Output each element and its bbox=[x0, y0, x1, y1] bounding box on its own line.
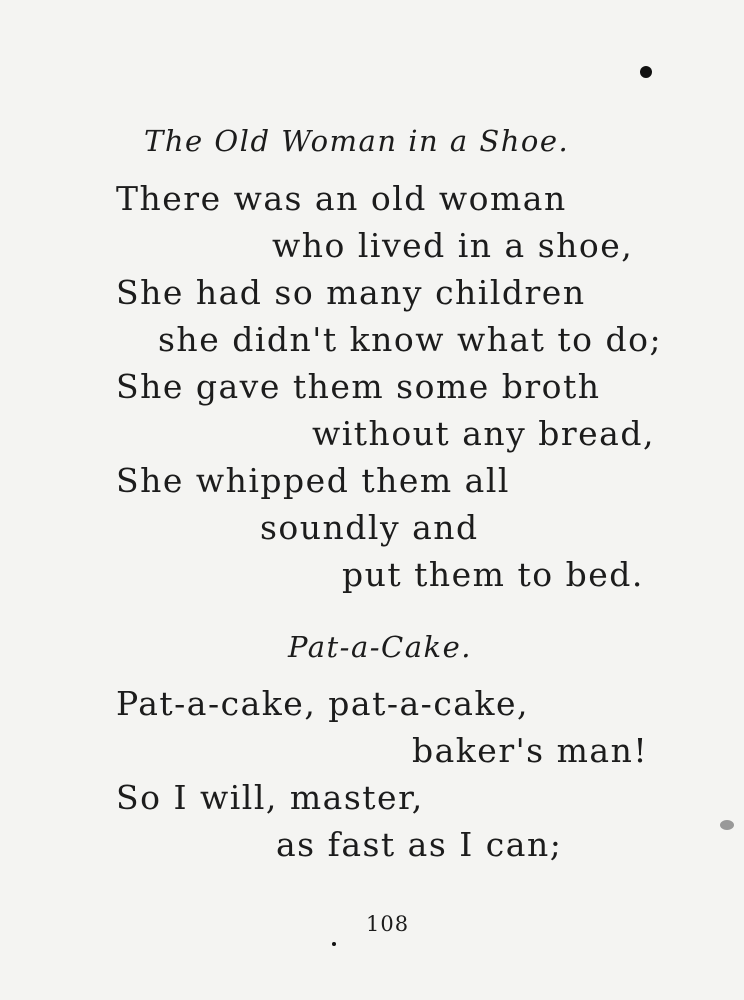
ink-speck bbox=[640, 66, 652, 78]
poem-title-pat-a-cake: Pat-a-Cake. bbox=[288, 630, 472, 664]
poem-line: she didn't know what to do; bbox=[158, 320, 663, 359]
poem-line: So I will, master, bbox=[116, 778, 424, 817]
poem-line: put them to bed. bbox=[342, 555, 644, 594]
poem-line: as fast as I can; bbox=[276, 825, 563, 864]
poem-line: Pat-a-cake, pat-a-cake, bbox=[116, 684, 530, 723]
ink-speck bbox=[332, 942, 336, 946]
poem-line: She whipped them all bbox=[116, 461, 510, 500]
poem-line: She gave them some broth bbox=[116, 367, 601, 406]
ink-speck bbox=[720, 820, 734, 830]
poem-line: There was an old woman bbox=[116, 179, 567, 218]
poem-line: soundly and bbox=[260, 508, 479, 547]
poem-line: who lived in a shoe, bbox=[272, 226, 634, 265]
poem-title-old-woman: The Old Woman in a Shoe. bbox=[144, 124, 570, 158]
poem-line: She had so many children bbox=[116, 273, 586, 312]
poem-line: baker's man! bbox=[412, 731, 649, 770]
page-number: 108 bbox=[366, 912, 410, 936]
poem-line: without any bread, bbox=[312, 414, 655, 453]
